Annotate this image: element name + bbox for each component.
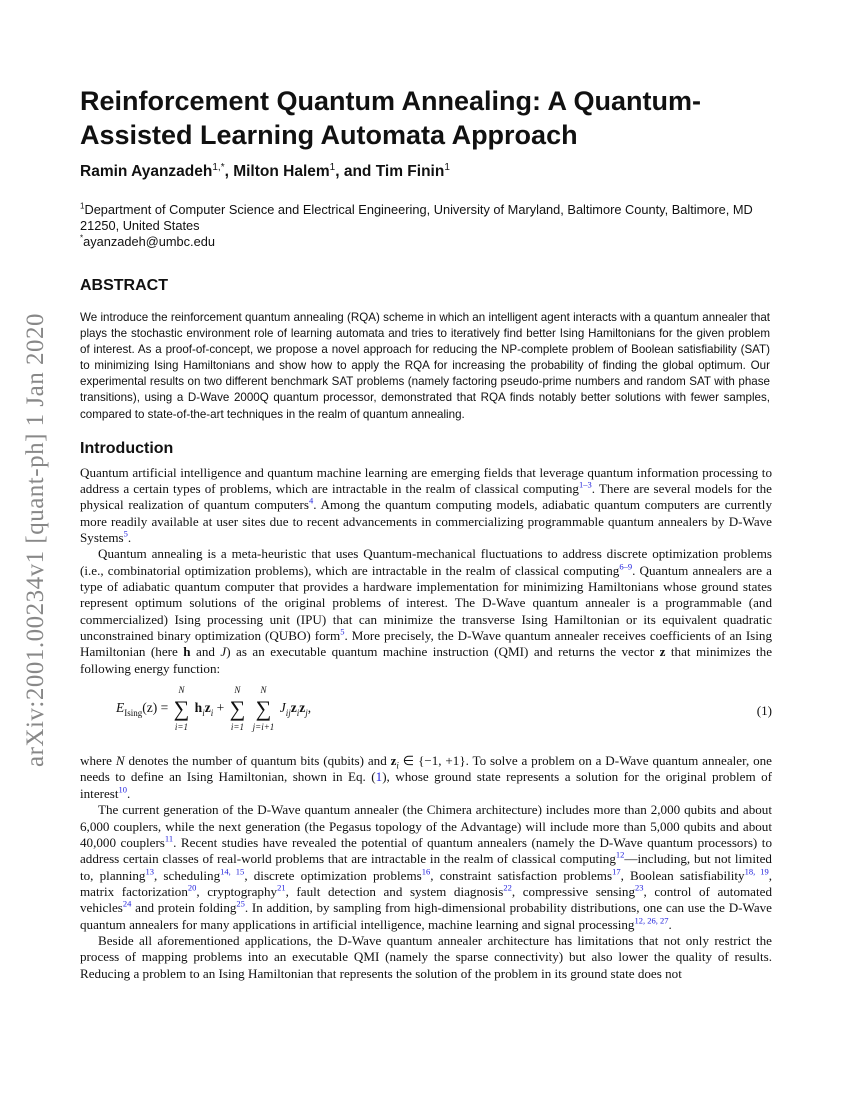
text-segment: . bbox=[127, 785, 131, 801]
citation-link[interactable]: 5 bbox=[340, 626, 345, 637]
text-segment: ), whose ground state represents a solution for the original problem of interest bbox=[80, 769, 772, 801]
sigma: ∑ bbox=[255, 696, 272, 722]
sum-upper: N bbox=[234, 685, 241, 696]
citation-link[interactable]: 5 bbox=[123, 528, 128, 539]
text-segment: , constraint satisfaction problems bbox=[430, 867, 613, 883]
citation-link[interactable]: 16 bbox=[421, 866, 431, 877]
eq-symbol: h bbox=[194, 700, 203, 716]
paper-title: Reinforcement Quantum Annealing: A Quantum-Assisted Learning Automata Approach bbox=[80, 86, 702, 150]
text-segment: , compressive sensing bbox=[511, 883, 635, 899]
eq-symbol: J bbox=[279, 700, 286, 716]
citation-link[interactable]: 12 bbox=[615, 849, 625, 860]
sum-upper: N bbox=[260, 685, 267, 696]
eq-symbol: z bbox=[299, 700, 306, 716]
text-segment: ∈ {−1, +1}. To solve a problem on a D-Wave quantum annealer, one needs to define an Ising Hamiltonian, shown in Eq. ( bbox=[80, 753, 772, 785]
citation-link[interactable]: 10 bbox=[118, 784, 128, 795]
citation-link[interactable]: 6–9 bbox=[619, 561, 633, 572]
equation-1 bbox=[80, 679, 772, 749]
citation-link[interactable]: 18, 19 bbox=[744, 866, 769, 877]
sum-symbol bbox=[253, 685, 275, 733]
citation-link[interactable]: 13 bbox=[145, 866, 154, 877]
equation-ref-link[interactable]: 1 bbox=[375, 769, 383, 785]
eq-operator: + bbox=[213, 700, 228, 716]
introduction-heading: Introduction bbox=[80, 439, 174, 457]
text-segment: ) as an executable quantum machine instruction (QMI) and returns the vector bbox=[226, 644, 660, 660]
citation-link[interactable]: 17 bbox=[612, 866, 621, 877]
sigma: ∑ bbox=[173, 696, 190, 722]
citation-link[interactable]: 11 bbox=[164, 833, 174, 844]
paper-page bbox=[80, 0, 772, 992]
author-separator: , and bbox=[335, 163, 376, 180]
eq-subscript: i bbox=[210, 707, 214, 718]
text-segment: . bbox=[668, 916, 672, 932]
author-affiliation-mark: 1 bbox=[444, 161, 450, 173]
text-segment: and bbox=[190, 644, 221, 660]
citation-link[interactable]: 23 bbox=[635, 882, 644, 893]
eq-punct: , bbox=[307, 700, 312, 716]
text-segment: , discrete optimization problems bbox=[244, 867, 422, 883]
author-separator: , bbox=[224, 163, 234, 180]
sum-symbol bbox=[174, 685, 190, 733]
introduction-body bbox=[80, 465, 772, 992]
eq-subscript: Ising bbox=[124, 707, 143, 718]
citation-link[interactable]: 21 bbox=[277, 882, 286, 893]
email-mark: * bbox=[80, 233, 84, 243]
arxiv-identifier-stamp: arXiv:2001.00234v1 [quant-ph] 1 Jan 2020 bbox=[22, 313, 49, 767]
ising-energy-equation bbox=[116, 685, 311, 733]
text-segment: h bbox=[183, 644, 191, 660]
text-segment: , Boolean satisfiability bbox=[620, 867, 745, 883]
text-segment: , control of automated vehicles bbox=[80, 883, 772, 916]
sum-lower: j=i+1 bbox=[252, 722, 275, 733]
text-segment: , fault detection and system diagnosis bbox=[285, 883, 504, 899]
citation-link[interactable]: 20 bbox=[187, 882, 197, 893]
text-segment: Quantum annealing is a meta-heuristic that uses Quantum-mechanical fluctuations to address discrete optimization problems (i.e., combinatorial optimization problems), which are intractable in the realm of classical computing bbox=[80, 546, 772, 578]
text-segment: . Recent studies have revealed the potential of quantum annealers (namely the D-Wave quantum processors) to address certain classes of real-world problems that are intractable in the realm of classical computing bbox=[80, 834, 772, 867]
eq-symbol: z bbox=[204, 700, 211, 716]
abstract-text: We introduce the reinforcement quantum annealing (RQA) scheme in which an intelligent agent interacts with a quantum annealer that plays the stochastic environment role of learning automata and tries to iteratively find better Ising Hamiltonians for the given problem of interest. As a proof-of-concept, we propose a novel approach for reducing the NP-complete problem of Boolean satisfiability (SAT) to minimizing Ising Hamiltonians and show how to apply the RQA for increasing the probability of finding the global optimum. Our experimental results on two different benchmark SAT problems (namely factoring pseudo-prime numbers and random SAT with phase transitions), using a D-Wave 2000Q quantum processor, demonstrated that RQA finds notably better solutions with fewer samples, compared to state-of-the-art techniques in the realm of quantum annealing. bbox=[80, 311, 770, 421]
text-segment: z bbox=[659, 644, 666, 660]
citation-link[interactable]: 24 bbox=[122, 898, 132, 909]
author-name: Milton Halem bbox=[233, 163, 330, 180]
abstract-heading: ABSTRACT bbox=[80, 277, 168, 294]
affiliation-text: Department of Computer Science and Electrical Engineering, University of Maryland, Baltimore County, Baltimore, MD 21250, United States bbox=[80, 202, 753, 233]
text-segment: —including, but not limited to, planning bbox=[80, 851, 772, 883]
eq-lhs-arg: (z) = bbox=[142, 700, 169, 716]
text-segment: . Among the quantum computing models, adiabatic quantum computers are currently more readily available at user sites due to recent advancements in commercializing programmable quantum annealers by D-Wave Systems bbox=[80, 497, 772, 546]
paragraph bbox=[80, 802, 772, 933]
corresponding-email[interactable]: ayanzadeh@umbc.edu bbox=[83, 234, 215, 249]
affiliation bbox=[80, 202, 780, 250]
author-name: Ramin Ayanzadeh bbox=[80, 163, 213, 180]
citation-link[interactable]: 12, 26, 27 bbox=[634, 915, 669, 926]
eq-subscript: i bbox=[202, 707, 205, 718]
text-segment: Quantum artificial intelligence and quantum machine learning are emerging fields that leverage quantum information processing to address a certain types of problems, which are intractable in the realm of classical computing bbox=[80, 464, 772, 496]
sum-symbol bbox=[230, 685, 246, 733]
citation-link[interactable]: 1–3 bbox=[578, 479, 592, 490]
citation-link[interactable]: 25 bbox=[236, 898, 245, 909]
citation-link[interactable]: 22 bbox=[503, 882, 512, 893]
text-segment: denotes the number of quantum bits (qubits) and bbox=[124, 753, 391, 769]
eq-symbol: z bbox=[290, 700, 297, 716]
paragraph bbox=[80, 465, 772, 547]
text-segment: , cryptography bbox=[196, 883, 278, 899]
text-segment: , matrix factorization bbox=[80, 867, 772, 899]
text-segment: . There are several models for the physical realization of quantum computers bbox=[80, 481, 772, 513]
eq-subscript: ij bbox=[285, 707, 291, 718]
author-list bbox=[80, 162, 772, 182]
text-segment: Beside all aforementioned applications, the D-Wave quantum annealer architecture has limitations that not only restrict the process of mapping problems into an executable QMI (namely the sparse connectivity) but also lower the quality of results. Reducing a problem to an Ising Hamiltonian that represents the solution of the problem in its ground state does not bbox=[80, 932, 772, 981]
eq-symbol: E bbox=[116, 700, 125, 716]
eq-subscript: j bbox=[305, 707, 308, 718]
sigma: ∑ bbox=[229, 696, 246, 722]
citation-link[interactable]: 4 bbox=[309, 495, 314, 506]
text-segment: J bbox=[220, 644, 227, 660]
text-segment: that minimizes the following energy function: bbox=[80, 644, 773, 676]
text-segment: . In addition, by sampling from high-dimensional probability distributions, one can use the D-Wave quantum annealers for many applications in artificial intelligence, machine learning and signal processing bbox=[80, 900, 772, 932]
sum-lower: i=1 bbox=[230, 722, 244, 733]
text-segment: , scheduling bbox=[153, 867, 221, 883]
paragraph bbox=[80, 753, 772, 802]
sum-upper: N bbox=[178, 685, 185, 696]
author-name: Tim Finin bbox=[375, 163, 445, 180]
text-segment: . bbox=[127, 530, 132, 546]
sum-lower: i=1 bbox=[174, 722, 188, 733]
text-segment: . More precisely, the D-Wave quantum annealer receives coefficients of an Ising Hamiltonian (here bbox=[80, 628, 773, 660]
paragraph bbox=[80, 546, 772, 677]
paragraph bbox=[80, 933, 772, 982]
text-segment: and protein folding bbox=[131, 900, 237, 916]
author-affiliation-mark: 1,* bbox=[212, 161, 225, 173]
text-segment: . Quantum annealers are a type of adiabatic quantum computer that provides a hardware implementation for minimizing Hamiltonians whose ground states represent optimum solutions of the original problems of interest. The D-Wave quantum annealer is a programmable (and commercialized) Ising processing unit (IPU) that can minimize the transverse Ising Hamiltonian or its equivalent quadratic unconstrained binary optimization (QUBO) form bbox=[80, 562, 772, 644]
text-segment: i bbox=[396, 760, 399, 771]
text-segment: where bbox=[80, 753, 116, 769]
text-segment: N bbox=[115, 753, 125, 769]
author-affiliation-mark: 1 bbox=[329, 161, 336, 173]
equation-number: (1) bbox=[756, 703, 772, 719]
text-segment: The current generation of the D-Wave quantum annealer (the Chimera architecture) includes more than 2,000 qubits and about 6,000 couplers, while the next generation (the Pegasus topology of the Advantage) will include more than 5,000 qubits and about 40,000 couplers bbox=[80, 802, 772, 850]
eq-subscript: i bbox=[296, 707, 300, 718]
text-segment: z bbox=[390, 753, 397, 769]
affiliation-mark: 1 bbox=[80, 201, 85, 211]
citation-link[interactable]: 14, 15 bbox=[220, 866, 245, 877]
